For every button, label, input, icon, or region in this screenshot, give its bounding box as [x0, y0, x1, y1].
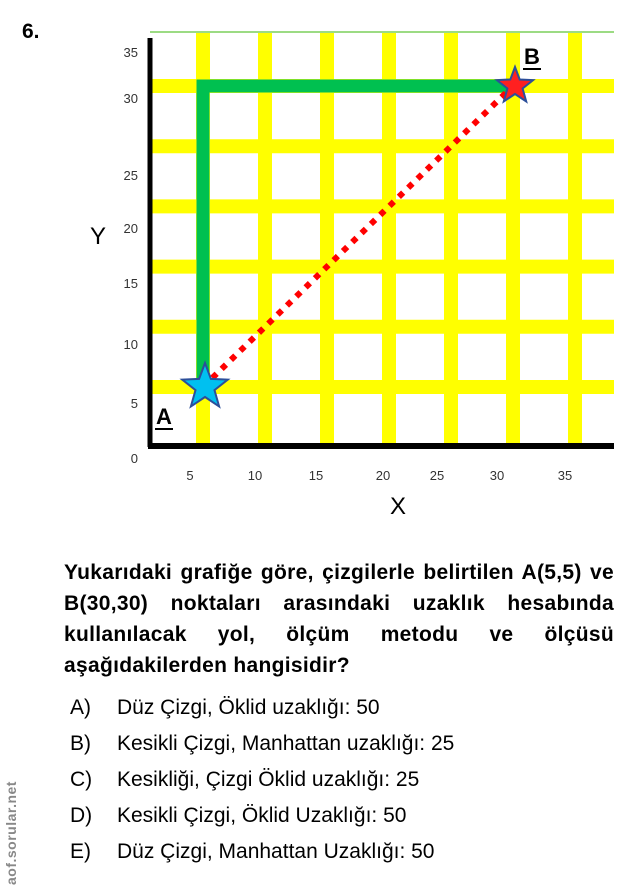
x-tick-label: 35 — [557, 468, 573, 483]
x-axis-label: X — [390, 493, 407, 520]
option-c[interactable] — [70, 766, 454, 802]
option-label: B) — [70, 732, 91, 755]
y-axis-label: Y — [90, 223, 107, 250]
y-tick-label: 20 — [123, 221, 138, 236]
option-text: Kesikli Çizgi, Manhattan uzaklığı: 25 — [117, 732, 455, 755]
x-tick-label: 10 — [247, 468, 263, 483]
option-text: Düz Çizgi, Öklid uzaklığı: 50 — [117, 696, 380, 719]
point-label-b: B — [524, 44, 540, 69]
y-tick-label: 30 — [123, 91, 138, 106]
point-label-a: A — [156, 404, 172, 429]
option-text: Kesikliği, Çizgi Öklid uzaklığı: 25 — [117, 768, 420, 791]
y-tick-label: 0 — [130, 451, 138, 466]
euclidean-path — [203, 86, 513, 387]
option-label: C) — [70, 768, 93, 791]
option-label: D) — [70, 804, 93, 827]
option-text: Kesikli Çizgi, Öklid Uzaklığı: 50 — [117, 804, 407, 827]
y-tick-label: 35 — [123, 45, 138, 60]
x-tick-label: 5 — [186, 468, 194, 483]
x-tick-label: 25 — [429, 468, 445, 483]
watermark: aof.sorular.net — [3, 781, 19, 885]
y-tick-label: 15 — [123, 276, 138, 291]
y-tick-label: 10 — [123, 337, 138, 352]
x-tick-label: 30 — [489, 468, 505, 483]
option-a[interactable] — [70, 694, 454, 730]
y-tick-label: 5 — [130, 396, 138, 411]
x-tick-label: 20 — [375, 468, 391, 483]
option-b[interactable] — [70, 730, 454, 766]
question-number: 6. — [22, 20, 40, 43]
y-tick-label: 25 — [123, 168, 138, 183]
option-text: Düz Çizgi, Manhattan Uzaklığı: 50 — [117, 840, 435, 863]
option-label: A) — [70, 696, 91, 719]
answer-options — [70, 694, 454, 874]
option-d[interactable] — [70, 802, 454, 838]
x-tick-label: 15 — [308, 468, 324, 483]
option-label: E) — [70, 840, 91, 863]
question-text: Yukarıdaki grafiğe göre, çizgilerle belirtilen A(5,5) ve B(30,30) noktaları arasındaki uzaklık hesabında kullanılacak yol, ölçüm metodu ve ölçüsü aşağıdakilerden hangisidir? — [64, 561, 614, 677]
option-e[interactable] — [70, 838, 454, 874]
